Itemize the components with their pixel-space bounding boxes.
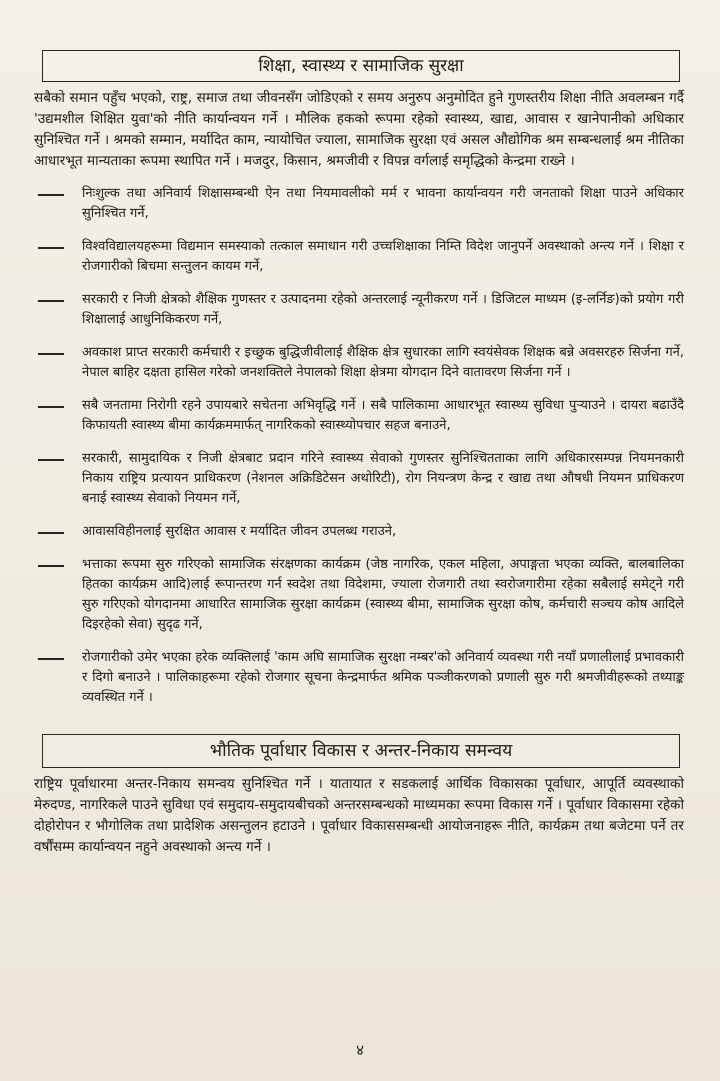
dash-bullet <box>38 459 64 461</box>
list-item <box>34 449 684 509</box>
list-item-text: निःशुल्क तथा अनिवार्य शिक्षासम्बन्धी ऐन तथा नियमावलीको मर्म र भावना कार्यान्वयन गरी जनताको शिक्षा पाउने अधिकार सुनिश्चित गर्ने, <box>82 186 684 221</box>
list-item-text: विश्वविद्यालयहरूमा विद्यमान समस्याको तत्काल समाधान गरी उच्चशिक्षाका निम्ति विदेश जानुपर्ने अवस्थाको अन्त्य गर्ने । शिक्षा र रोजगारीको बिचमा सन्तुलन कायम गर्ने, <box>82 239 684 274</box>
list-item <box>34 396 684 436</box>
section-intro-infrastructure: राष्ट्रिय पूर्वाधारमा अन्तर-निकाय समन्वय सुनिश्चित गर्ने । यातायात र सडकलाई आर्थिक विकासका पूर्वाधार, आपूर्ति व्यवस्थाको मेरुदण्ड, नागरिकले पाउने सुविधा एवं समुदाय-समुदायबीचको अन्तरसम्बन्धको माध्यमका रूपमा विकास गर्ने । पूर्वाधार विकासमा रहेको दोहोरोपन र भौगोलिक तथा प्रादेशिक असन्तुलन हटाउने । पूर्वाधार विकाससम्बन्धी आयोजनाहरू नीति, कार्यक्रम तथा बजेटमा पर्ने तर वर्षौंसम्म कार्यान्वयन नहुने अवस्थाको अन्त्य गर्ने । <box>34 776 684 855</box>
section-heading-education-health: शिक्षा, स्वास्थ्य र सामाजिक सुरक्षा <box>42 50 680 82</box>
list-item-text: आवासविहीनलाई सुरक्षित आवास र मर्यादित जीवन उपलब्ध गराउने, <box>82 524 397 539</box>
dash-bullet <box>38 565 64 567</box>
dash-bullet <box>38 658 64 660</box>
dash-bullet <box>38 532 64 534</box>
page-number: ४ <box>356 1041 364 1059</box>
policy-bullet-list <box>34 184 684 708</box>
dash-bullet <box>38 194 64 196</box>
list-item <box>34 184 684 224</box>
dash-bullet <box>38 247 64 249</box>
section-intro-education-health: सबैको समान पहुँच भएको, राष्ट्र, समाज तथा जीवनसँग जोडिएको र समय अनुरुप अनुमोदित हुने गुणस्तरीय शिक्षा नीति अवलम्बन गर्दै 'उद्यमशील शिक्षित युवा'को नीति कार्यान्वयन गर्ने । मौलिक हकको रूपमा रहेको स्वास्थ्य, खाद्य, आवास र खानेपानीको अधिकार सुनिश्चित गर्ने । श्रमको सम्मान, मर्यादित काम, न्यायोचित ज्याला, सामाजिक सुरक्षा एवं असल औद्योगिक श्रम सम्बन्धलाई श्रम नीतिका आधारभूत मान्यताका रूपमा स्थापित गर्ने । मजदुर, किसान, श्रमजीवी र विपन्न वर्गलाई समृद्धिको केन्द्रमा राख्ने । <box>34 90 684 169</box>
list-item <box>34 343 684 383</box>
list-item <box>34 522 684 542</box>
list-item-text: अवकाश प्राप्त सरकारी कर्मचारी र इच्छुक बुद्धिजीवीलाई शैक्षिक क्षेत्र सुधारका लागि स्वयंसेवक शिक्षक बन्ने अवसरहरु सिर्जना गर्ने, नेपाल बाहिर दक्षता हासिल गरेको जनशक्तिले नेपालको शिक्षा क्षेत्रमा योगदान दिने वातावरण सिर्जना गर्ने । <box>82 345 684 380</box>
dash-bullet <box>38 300 64 302</box>
dash-bullet <box>38 353 64 355</box>
dash-bullet <box>38 406 64 408</box>
list-item-text: सरकारी र निजी क्षेत्रको शैक्षिक गुणस्तर र उत्पादनमा रहेको अन्तरलाई न्यूनीकरण गर्ने । डिजिटल माध्यम (इ-लर्निङ)को प्रयोग गरी शिक्षालाई आधुनिकिकरण गर्ने, <box>82 292 684 327</box>
list-item <box>34 290 684 330</box>
list-item-text: रोजगारीको उमेर भएका हरेक व्यक्तिलाई 'काम अघि सामाजिक सुरक्षा नम्बर'को अनिवार्य व्यवस्था गरी नयाँ प्रणालीलाई प्रभावकारी र दिगो बनाउने । पालिकाहरूमा रहेको रोजगार सूचना केन्द्रमार्फत श्रमिक पञ्जीकरणको प्रणाली सुरु गरी श्रमजीवीहरूको तथ्याङ्क व्यवस्थित गर्ने । <box>82 650 684 705</box>
list-item-text: भत्ताका रूपमा सुरु गरिएको सामाजिक संरक्षणका कार्यक्रम (जेष्ठ नागरिक, एकल महिला, अपाङ्गता भएका व्यक्ति, बालबालिका हितका कार्यक्रम आदि)लाई रूपान्तरण गर्न स्वदेश तथा विदेशमा, ज्याला रोजगारी तथा स्वरोजगारीमा रहेका सबैलाई समेट्ने गरी सुरु गरिएको योगदानमा आधारित सामाजिक सुरक्षा कार्यक्रम (स्वास्थ्य बीमा, सामाजिक सुरक्षा कोष, कर्मचारी सञ्चय कोष आदिले दिइरहेको सेवा) सुदृढ गर्ने, <box>82 557 684 632</box>
list-item <box>34 555 684 635</box>
list-item <box>34 648 684 708</box>
section-heading-infrastructure: भौतिक पूर्वाधार विकास र अन्तर-निकाय समन्वय <box>42 734 680 768</box>
list-item <box>34 237 684 277</box>
list-item-text: सरकारी, सामुदायिक र निजी क्षेत्रबाट प्रदान गरिने स्वास्थ्य सेवाको गुणस्तर सुनिश्चितताका लागि अधिकारसम्पन्न नियमनकारी निकाय राष्ट्रिय प्रत्यायन प्राधिकरण (नेशनल अक्रिडिटेसन अथोरिटी), रोग नियन्त्रण केन्द्र र खाद्य तथा औषधी नियमन प्राधिकरण बनाई स्वास्थ्य सेवाको नियमन गर्ने, <box>82 451 684 506</box>
list-item-text: सबै जनतामा निरोगी रहने उपायबारे सचेतना अभिवृद्धि गर्ने । सबै पालिकामा आधारभूत स्वास्थ्य सुविधा पुऱ्याउने । दायरा बढाउँदै किफायती स्वास्थ्य बीमा कार्यक्रममार्फत् नागरिकको स्वास्थ्योपचार सहज बनाउने, <box>82 398 684 433</box>
